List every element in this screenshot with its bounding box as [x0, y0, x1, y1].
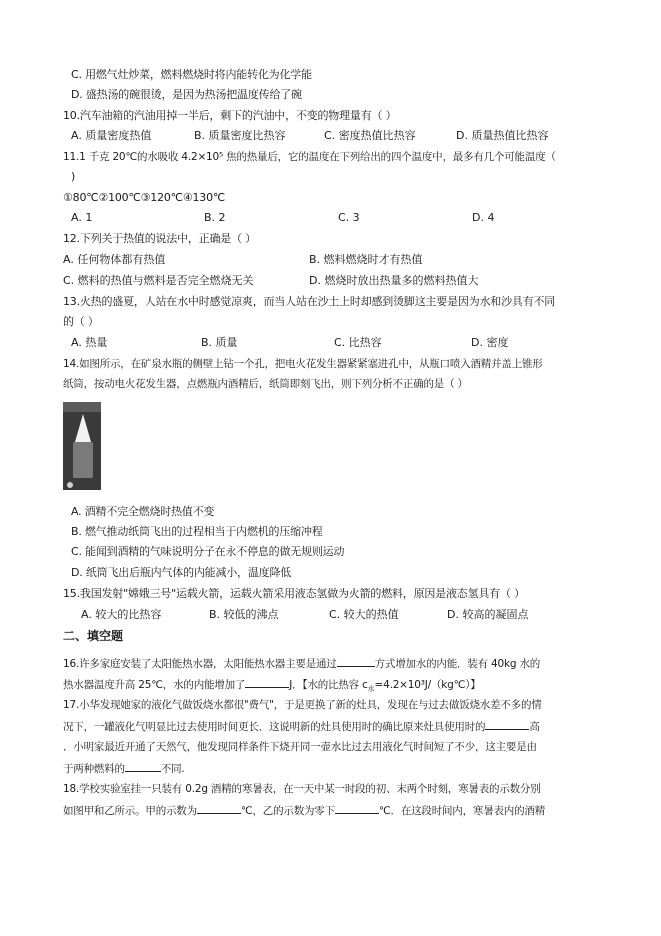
q16-blank-1[interactable]	[337, 656, 375, 667]
q16-line-2	[63, 677, 623, 696]
q15-option-d: D. 较高的凝固点	[447, 608, 529, 621]
q10-option-a: A. 质量密度热值	[71, 129, 152, 142]
q12-stem: 12.下列关于热值的说法中，正确是（ ）	[63, 232, 256, 245]
q9-option-d: D. 盛热汤的碗很烫，是因为热汤把温度传给了碗	[71, 88, 302, 101]
q11-choices: ①80℃②100℃③120℃④130℃	[63, 191, 226, 204]
q13-stem: 13.火热的盛夏，人站在水中时感觉凉爽，而当人站在沙土上时却感到烫脚这主要是因为水和沙具有不同	[63, 295, 556, 308]
q18-text-2b: ℃，乙的示数为零下	[240, 805, 335, 817]
q10-option-b: B. 质量密度比热容	[194, 129, 286, 142]
q16-text-2b: J．【水的比热容 c	[289, 679, 368, 691]
q15-option-a: A. 较大的比热容	[81, 608, 162, 621]
q14-option-c: C. 能闻到酒精的气味说明分子在永不停息的做无规则运动	[71, 545, 345, 558]
q17-text-4b: 不同.	[160, 763, 185, 775]
q11-option-b: B. 2	[204, 211, 226, 224]
q14-option-d: D. 纸筒飞出后瓶内气体的内能减小，温度降低	[71, 566, 292, 579]
q14-option-a: A. 酒精不完全燃烧时热值不变	[71, 505, 215, 518]
q10-option-d: D. 质量热值比热容	[456, 129, 549, 142]
q14-option-b: B. 燃气推动纸筒飞出的过程相当于内燃机的压缩冲程	[71, 525, 323, 538]
q18-line-2	[63, 803, 623, 818]
q13-option-c: C. 比热容	[334, 336, 382, 349]
q14-stem: 14.如图所示，在矿泉水瓶的侧壁上钻一个孔，把电火花发生器紧紧塞进孔中，从瓶口喷入酒精并盖上锥形	[63, 358, 543, 370]
q12-option-a: A. 任何物体都有热值	[63, 253, 166, 266]
q9-option-c: C. 用燃气灶炒菜，燃料燃烧时将内能转化为化学能	[71, 68, 312, 81]
q15-stem: 15.我国发射"嫦娥三号"运载火箭，运载火箭采用液态氢做为火箭的燃料，原因是液态氢具有（ ）	[63, 587, 525, 600]
q18-blank-1[interactable]	[197, 803, 241, 814]
q18-blank-2[interactable]	[335, 803, 379, 814]
q15-option-b: B. 较低的沸点	[209, 608, 279, 621]
q18-line-1: 18.学校实验室挂一只装有 0.2g 酒精的寒暑表，在一天中某一时段的初、末两个时刻，寒暑表的示数分别	[63, 783, 541, 795]
q17-text-4a: 于两种燃料的	[63, 763, 125, 775]
q13-option-b: B. 质量	[201, 336, 238, 349]
q15-option-c: C. 较大的热值	[329, 608, 399, 621]
q17-line-1: 17.小华发现她家的液化气做饭烧水都很"费气"，于是更换了新的灶具，发现在与过去做饭烧水差不多的情	[63, 699, 542, 711]
q13-stem-end: 的（ ）	[63, 315, 99, 328]
q10-option-c: C. 密度热值比热容	[324, 129, 416, 142]
q12-option-d: D. 燃烧时放出热量多的燃料热值大	[309, 274, 479, 287]
q12-option-c: C. 燃料的热值与燃料是否完全燃烧无关	[63, 274, 254, 287]
q12-option-b: B. 燃料燃烧时才有热值	[309, 253, 423, 266]
q17-text-2b: 高	[529, 721, 540, 733]
q16-subscript: 水	[367, 685, 375, 694]
q17-blank-1[interactable]	[485, 719, 529, 730]
q16-blank-2[interactable]	[245, 677, 289, 688]
q11-option-a: A. 1	[71, 211, 93, 224]
q16-text-2a: 热水器温度升高 25℃，水的内能增加了	[63, 679, 246, 691]
section-title-fill-blank: 二、填空题	[63, 629, 124, 643]
q11-stem-end: )	[71, 170, 76, 183]
q17-line-2	[63, 719, 623, 734]
q14-stem-2: 纸筒，按动电火花发生器，点燃瓶内酒精后，纸筒即刻飞出，则下列分析不正确的是（ ）	[63, 378, 468, 390]
q13-option-a: A. 热量	[71, 336, 108, 349]
q16-line-1	[63, 656, 623, 671]
q11-stem: 11.1 千克 20℃的水吸收 4.2×10⁵ 焦的热量后，它的温度在下列给出的四个温度中，最多有几个可能温度（	[63, 151, 556, 163]
q17-blank-2[interactable]	[125, 761, 161, 772]
q10-stem: 10.汽车油箱的汽油用掉一半后，剩下的汽油中，不变的物理量有（ ）	[63, 109, 397, 122]
q16-text-1a: 16.许多家庭安装了太阳能热水器，太阳能热水器主要是通过	[63, 658, 337, 670]
q17-text-2a: 况下，一罐液化气明显比过去使用时间更长．这说明新的灶具使用时的确比原来灶具使用时的	[63, 721, 486, 733]
q18-text-2a: 如图甲和乙所示。甲的示数为	[63, 805, 197, 817]
q11-option-d: D. 4	[472, 211, 495, 224]
q16-text-1b: 方式增加水的内能．装有 40kg 水的	[374, 658, 541, 670]
q16-text-2c: =4.2×10³J/（kg℃）】	[374, 679, 481, 691]
q17-line-4	[63, 761, 623, 776]
q11-option-c: C. 3	[338, 211, 360, 224]
q13-option-d: D. 密度	[471, 336, 509, 349]
q18-text-2c: ℃．在这段时间内，寒暑表内的酒精	[378, 805, 545, 817]
q17-line-3: ．小明家最近开通了天然气，他发现同样条件下烧开同一壶水比过去用液化气时间短了不少，这主要是由	[63, 741, 537, 753]
bottle-photo-image	[63, 402, 101, 490]
